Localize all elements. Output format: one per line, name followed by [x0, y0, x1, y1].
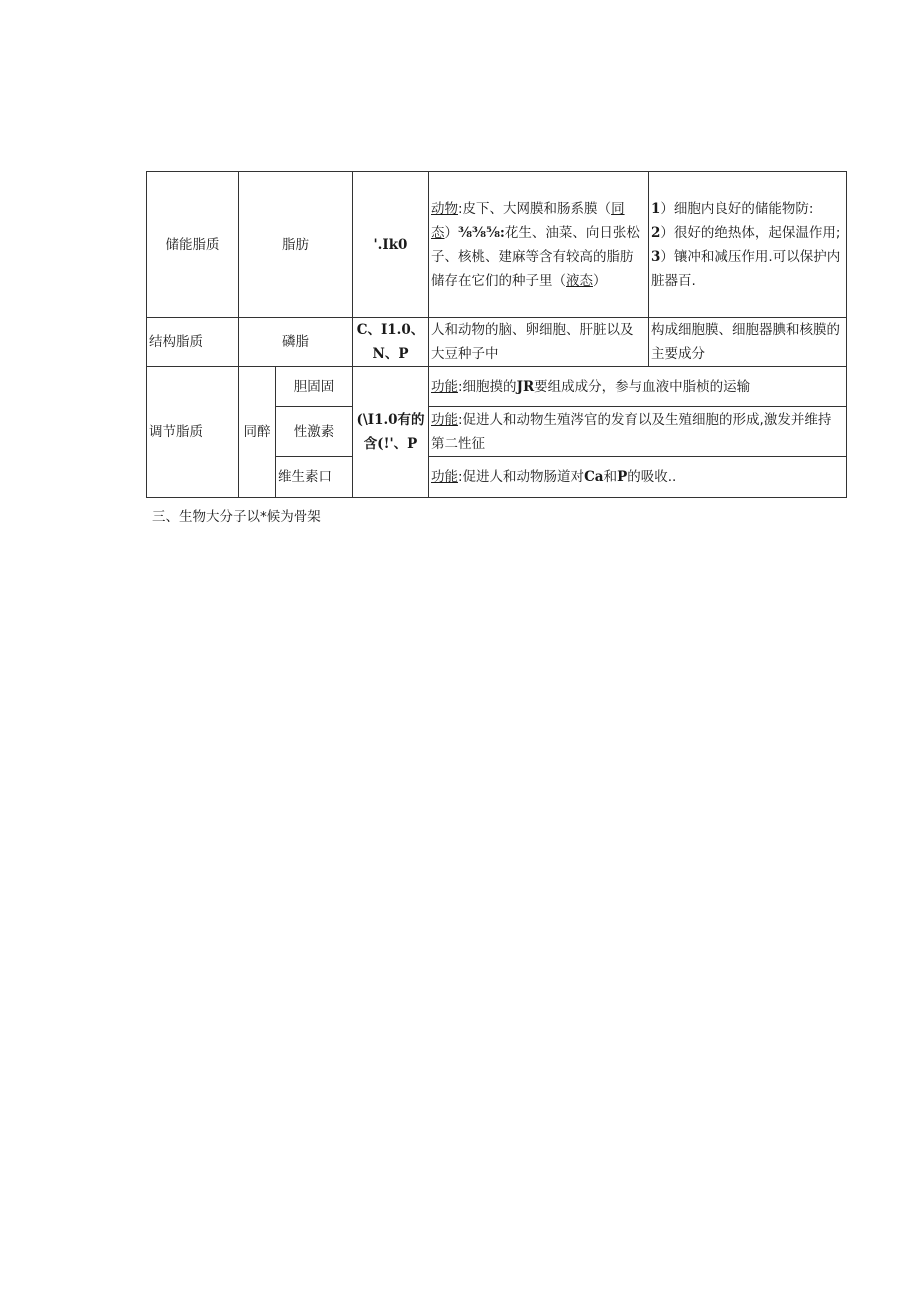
- function-cell: 功能:促进人和动物生殖涔官的发育以及生殖细胞的形成,激发并维持第二性征: [429, 407, 847, 457]
- category-cell: 储能脂质: [147, 172, 239, 318]
- function-cell: 构成细胞膜、细胞器腆和核膜的主要成分: [649, 318, 847, 367]
- function-cell: 功能:细胞摸的JR要组成成分，参与血液中脂桢的运输: [429, 367, 847, 407]
- name-cell: 脂肪: [239, 172, 353, 318]
- elements-cell: '.Ik0: [353, 172, 429, 318]
- name-cell: 胆固固: [276, 367, 353, 407]
- name-cell: 维生素口: [276, 457, 353, 498]
- table-row: [147, 318, 847, 367]
- elements-cell: C、I1.0、 N、P: [353, 318, 429, 367]
- category-cell: 结构脂质: [147, 318, 239, 367]
- section-heading: 三、生物大分子以*候为骨架: [152, 509, 321, 525]
- function-cell: 1）细胞内良好的储能物防: 2）很好的绝热体，起保温作用; 3）镶冲和减压作用.可以保护内脏器百.: [649, 172, 847, 318]
- table-row: [147, 367, 847, 407]
- category-cell: 调节脂质: [147, 367, 239, 498]
- distribution-cell: 人和动物的脑、卵细胞、肝脏以及大豆种子中: [429, 318, 649, 367]
- distribution-cell: 动物:皮下、大网膜和肠系膜（同态）⅜⅜⅝:花生、油菜、向日张松子、核桃、建麻等含有较高的脂肪储存在它们的种子里（液态）: [429, 172, 649, 318]
- table-row: [147, 172, 847, 318]
- elements-cell: (\I1.0有的含(!'、P: [353, 367, 429, 498]
- name-cell: 性激素: [276, 407, 353, 457]
- function-cell: 功能:促进人和动物肠道对Ca和P的吸收..: [429, 457, 847, 498]
- lipid-table: [146, 171, 847, 498]
- name-cell: 磷脂: [239, 318, 353, 367]
- group-cell: 同醉: [239, 367, 276, 498]
